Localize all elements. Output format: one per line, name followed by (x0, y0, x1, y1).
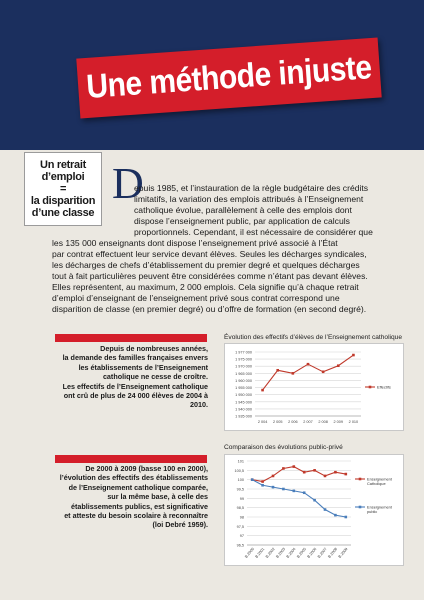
y-tick-label: 1 955 000 (235, 386, 252, 391)
fact-line: 2010. (190, 400, 208, 410)
data-point (303, 491, 306, 494)
data-point (272, 475, 275, 478)
data-point (313, 469, 316, 472)
x-tick-label: B.2004 (285, 547, 297, 559)
fact-line: établissements publics, est significative (70, 501, 208, 511)
intro-line: proportionnels. Cependant, il est nécessaire de considérer que (134, 227, 373, 237)
intro-line: epuis 1985, et l’instauration de la règle budgétaire des crédits (134, 183, 369, 193)
fact-line: (loi Debré 1959). (152, 520, 208, 530)
x-tick-label: B.2007 (316, 547, 328, 559)
y-tick-label: 1 965 000 (235, 371, 252, 376)
x-tick-label: 2 006 (288, 420, 298, 424)
x-tick-label: B.2002 (264, 547, 276, 559)
y-tick-label: 101 (237, 459, 244, 464)
callout-line: d’emploi (41, 171, 85, 183)
x-tick-label: 2 010 (348, 420, 359, 424)
legend-label: Enseignement (367, 504, 392, 510)
data-point (345, 473, 348, 476)
x-tick-label: 2 009 (333, 420, 344, 424)
y-tick-label: 98,5 (236, 506, 244, 511)
fact-line: de l’Enseignement catholique comparée, (68, 482, 208, 492)
y-tick-label: 1 935 000 (235, 414, 252, 419)
callout-line: Un retrait (40, 159, 86, 171)
intro-line: d’emploi d’enseignant de l’enseignement privé sous contrat correspond une (52, 293, 340, 303)
data-point (345, 516, 348, 519)
intro-line: limitatifs, la variation des emplois attribués à l’Enseignement (134, 194, 364, 204)
legend-marker (359, 478, 362, 481)
chart-enrolment (224, 343, 404, 431)
y-tick-label: 99 (239, 496, 244, 501)
legend-label: public (367, 509, 378, 515)
fact-accent-bar (55, 455, 207, 463)
legend-marker (369, 386, 372, 389)
fact-line: Les effectifs de l’Enseignement catholique (62, 381, 208, 391)
data-point (251, 478, 254, 481)
intro-line: les décharges de chefs d’établissement du premier degré et quelques décharges (52, 260, 360, 270)
data-point (322, 371, 325, 374)
x-tick-label: B.2003 (275, 547, 287, 559)
intro-line: Elles représentent, au maximum, 2 000 emplois. Cela signifie qu’à chaque retrait (52, 282, 359, 292)
x-tick-label: B.2005 (296, 547, 307, 559)
x-tick-label: B.2001 (254, 547, 266, 559)
legend-marker (359, 506, 362, 509)
data-point (261, 484, 264, 487)
y-tick-label: 1 970 000 (235, 364, 252, 369)
chart-comparison-svg (225, 455, 403, 565)
data-point (261, 389, 264, 392)
y-tick-label: 97,5 (236, 524, 244, 529)
x-tick-label: B.2006 (306, 547, 318, 559)
fact-line: catholique ne cesse de croître. (102, 372, 208, 382)
fact-accent-bar (55, 334, 207, 342)
fact-block-comparison (20, 464, 208, 530)
legend-label: Effectifs (377, 384, 391, 390)
legend-label: Enseignement (367, 476, 392, 482)
data-point (261, 480, 264, 483)
data-point (272, 486, 275, 489)
data-point (324, 508, 327, 511)
callout-box (24, 152, 102, 226)
fact-line: la demande des familles françaises envers (62, 353, 208, 363)
fact-line: ont crû de plus de 24 000 élèves de 2004 à (63, 391, 208, 401)
chart-title: Évolution des effectifs d’élèves de l’Enseignement catholique (224, 334, 403, 341)
x-tick-label: 2 005 (272, 420, 283, 424)
fact-block-demand (20, 344, 208, 410)
data-point (307, 363, 310, 366)
y-tick-label: 1 975 000 (235, 357, 252, 362)
x-tick-label: B.2008 (327, 547, 339, 559)
y-tick-label: 100 (237, 478, 244, 483)
y-tick-label: 1 945 000 (235, 400, 252, 405)
data-point (337, 364, 340, 367)
intro-line: catholique évolue, parallèlement à celle des emplois dont (134, 205, 352, 215)
y-tick-label: 1 940 000 (235, 407, 252, 412)
y-tick-label: 100,5 (234, 468, 244, 473)
fact-line: et atteste du besoin scolaire à reconnaître (64, 511, 208, 521)
drop-cap: D (112, 159, 144, 208)
data-point (292, 372, 295, 375)
y-tick-label: 1 977 000 (235, 350, 252, 355)
intro-line: disparition de classe (en premier degré) ou d’offre de formation (en second degré). (52, 304, 367, 314)
series-line (263, 355, 354, 390)
callout-line: la disparition (30, 195, 96, 207)
callout-line: d’une classe (31, 207, 95, 219)
fact-line: l’évolution des effectifs des établissements (59, 473, 208, 483)
y-tick-label: 1 950 000 (235, 393, 252, 398)
chart-comparison (224, 454, 404, 566)
page-title: Une méthode injuste (85, 49, 373, 106)
fact-line: sur la même base, à celle des (107, 492, 208, 502)
series-line (252, 467, 346, 482)
intro-line: dispose l’enseignement public, par application de calculs (134, 216, 350, 226)
fact-line: les établissements de l’Enseignement (78, 362, 208, 372)
legend-label: Catholique (367, 481, 386, 487)
intro-line: par contrat effectuent leur service devant élèves. Seules les décharges syndicales, (52, 249, 367, 259)
x-tick-label: 2 004 (257, 420, 268, 424)
data-point (352, 354, 355, 357)
data-point (282, 467, 285, 470)
fact-line: De 2000 à 2009 (basse 100 en 2000), (85, 464, 208, 473)
data-point (293, 490, 296, 493)
data-point (334, 471, 337, 474)
y-tick-label: 99,5 (236, 487, 244, 492)
intro-line: les 135 000 enseignants dont dispose l’enseignement privé associé à l’État (52, 238, 338, 248)
y-tick-label: 1 960 000 (235, 378, 252, 383)
data-point (282, 488, 285, 491)
intro-line: tout à fait particulières peuvent être considérées comme n’étant pas devant élèves. (52, 271, 368, 281)
data-point (324, 475, 327, 478)
chart-enrolment-svg (225, 344, 403, 430)
x-tick-label: B.2009 (337, 547, 349, 559)
x-tick-label: 2 007 (303, 420, 313, 424)
y-tick-label: 96,5 (236, 543, 244, 548)
y-tick-label: 98 (239, 515, 244, 520)
chart-title: Comparaison des évolutions public-privé (224, 444, 343, 451)
x-tick-label: 2 008 (318, 420, 328, 424)
data-point (313, 499, 316, 502)
callout-line: = (59, 183, 67, 195)
y-tick-label: 97 (239, 534, 244, 539)
data-point (293, 465, 296, 468)
fact-line: Depuis de nombreuses années, (100, 344, 208, 353)
data-point (276, 369, 279, 372)
data-point (334, 514, 337, 517)
x-tick-label: B.2000 (244, 547, 255, 559)
data-point (303, 471, 306, 474)
